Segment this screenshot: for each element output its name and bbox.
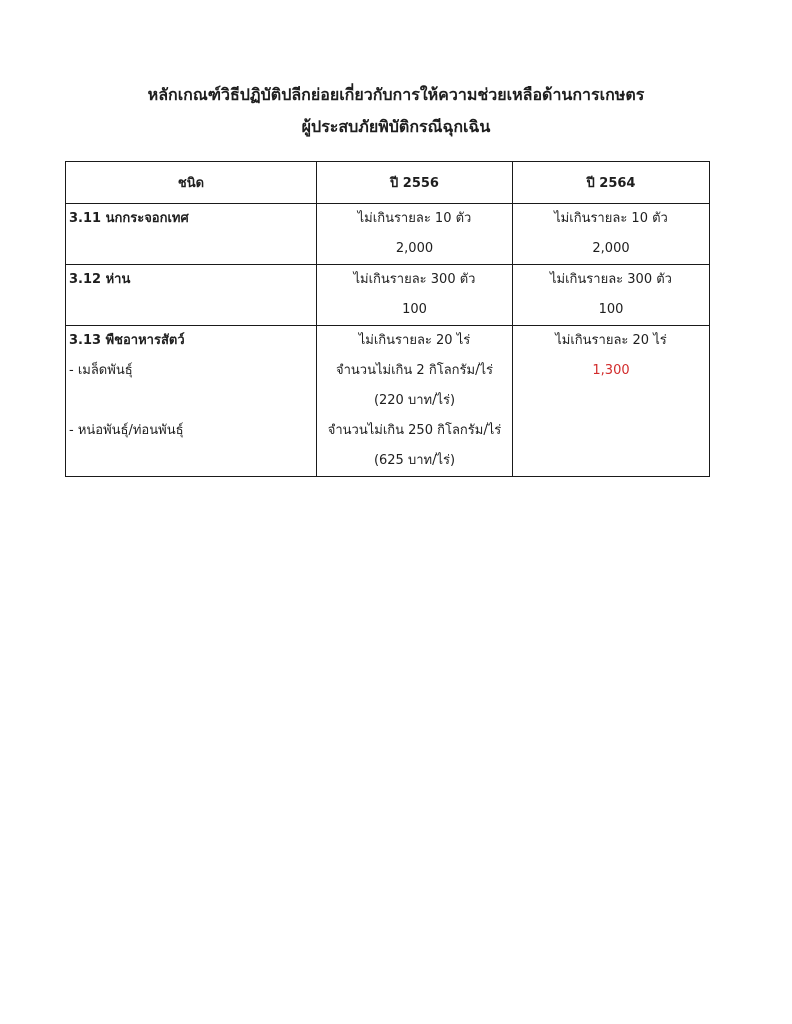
year-2556-cell bbox=[317, 265, 513, 326]
document-title-line2: ผู้ประสบภัยพิบัติกรณีฉุกเฉิน bbox=[301, 117, 491, 136]
type-cell bbox=[66, 204, 317, 265]
assistance-table bbox=[65, 161, 710, 477]
table-row bbox=[66, 326, 710, 477]
spacer bbox=[69, 386, 313, 416]
limit-text: ไม่เกินรายละ 10 ตัว bbox=[357, 211, 472, 226]
header-type: ชนิด bbox=[66, 162, 317, 204]
sub-item-seed: - เมล็ดพันธุ์ bbox=[69, 363, 133, 378]
rate-value: 100 bbox=[402, 302, 427, 317]
item-label: 3.12 ห่าน bbox=[69, 272, 131, 287]
document-title-line1: หลักเกณฑ์วิธีปฏิบัติปลีกย่อยเกี่ยวกับการให้ความช่วยเหลือด้านการเกษตร bbox=[147, 85, 645, 104]
limit-text: ไม่เกินรายละ 10 ตัว bbox=[554, 211, 668, 226]
seed-rate-text: (220 บาท/ไร่) bbox=[373, 393, 456, 408]
year-2556-cell bbox=[317, 204, 513, 265]
header-year-2556: ปี 2556 bbox=[317, 162, 513, 204]
cutting-quantity-text: จำนวนไม่เกิน 250 กิโลกรัม/ไร่ bbox=[327, 423, 502, 438]
seed-quantity-text: จำนวนไม่เกิน 2 กิโลกรัม/ไร่ bbox=[336, 363, 493, 378]
year-2564-cell bbox=[513, 265, 710, 326]
rate-value: 100 bbox=[598, 302, 624, 317]
table-row bbox=[66, 204, 710, 265]
limit-text: ไม่เกินรายละ 20 ไร่ bbox=[358, 333, 471, 348]
table-header-row bbox=[66, 162, 710, 204]
type-cell bbox=[66, 326, 317, 477]
year-2556-cell bbox=[317, 326, 513, 477]
table-row bbox=[66, 265, 710, 326]
rate-value: 2,000 bbox=[395, 241, 434, 256]
limit-text: ไม่เกินรายละ 20 ไร่ bbox=[555, 333, 667, 348]
limit-text: ไม่เกินรายละ 300 ตัว bbox=[353, 272, 476, 287]
sub-item-cutting: - หน่อพันธุ์/ท่อนพันธุ์ bbox=[69, 423, 184, 438]
type-cell bbox=[66, 265, 317, 326]
item-label: 3.13 พืชอาหารสัตว์ bbox=[69, 333, 185, 348]
year-2564-cell bbox=[513, 204, 710, 265]
rate-value: 2,000 bbox=[592, 241, 630, 256]
header-year-2564: ปี 2564 bbox=[513, 162, 710, 204]
cutting-rate-text: (625 บาท/ไร่) bbox=[373, 453, 456, 468]
year-2564-cell bbox=[513, 326, 710, 477]
limit-text: ไม่เกินรายละ 300 ตัว bbox=[550, 272, 672, 287]
item-label: 3.11 นกกระจอกเทศ bbox=[69, 211, 189, 226]
rate-value-highlight: 1,300 bbox=[592, 363, 630, 378]
